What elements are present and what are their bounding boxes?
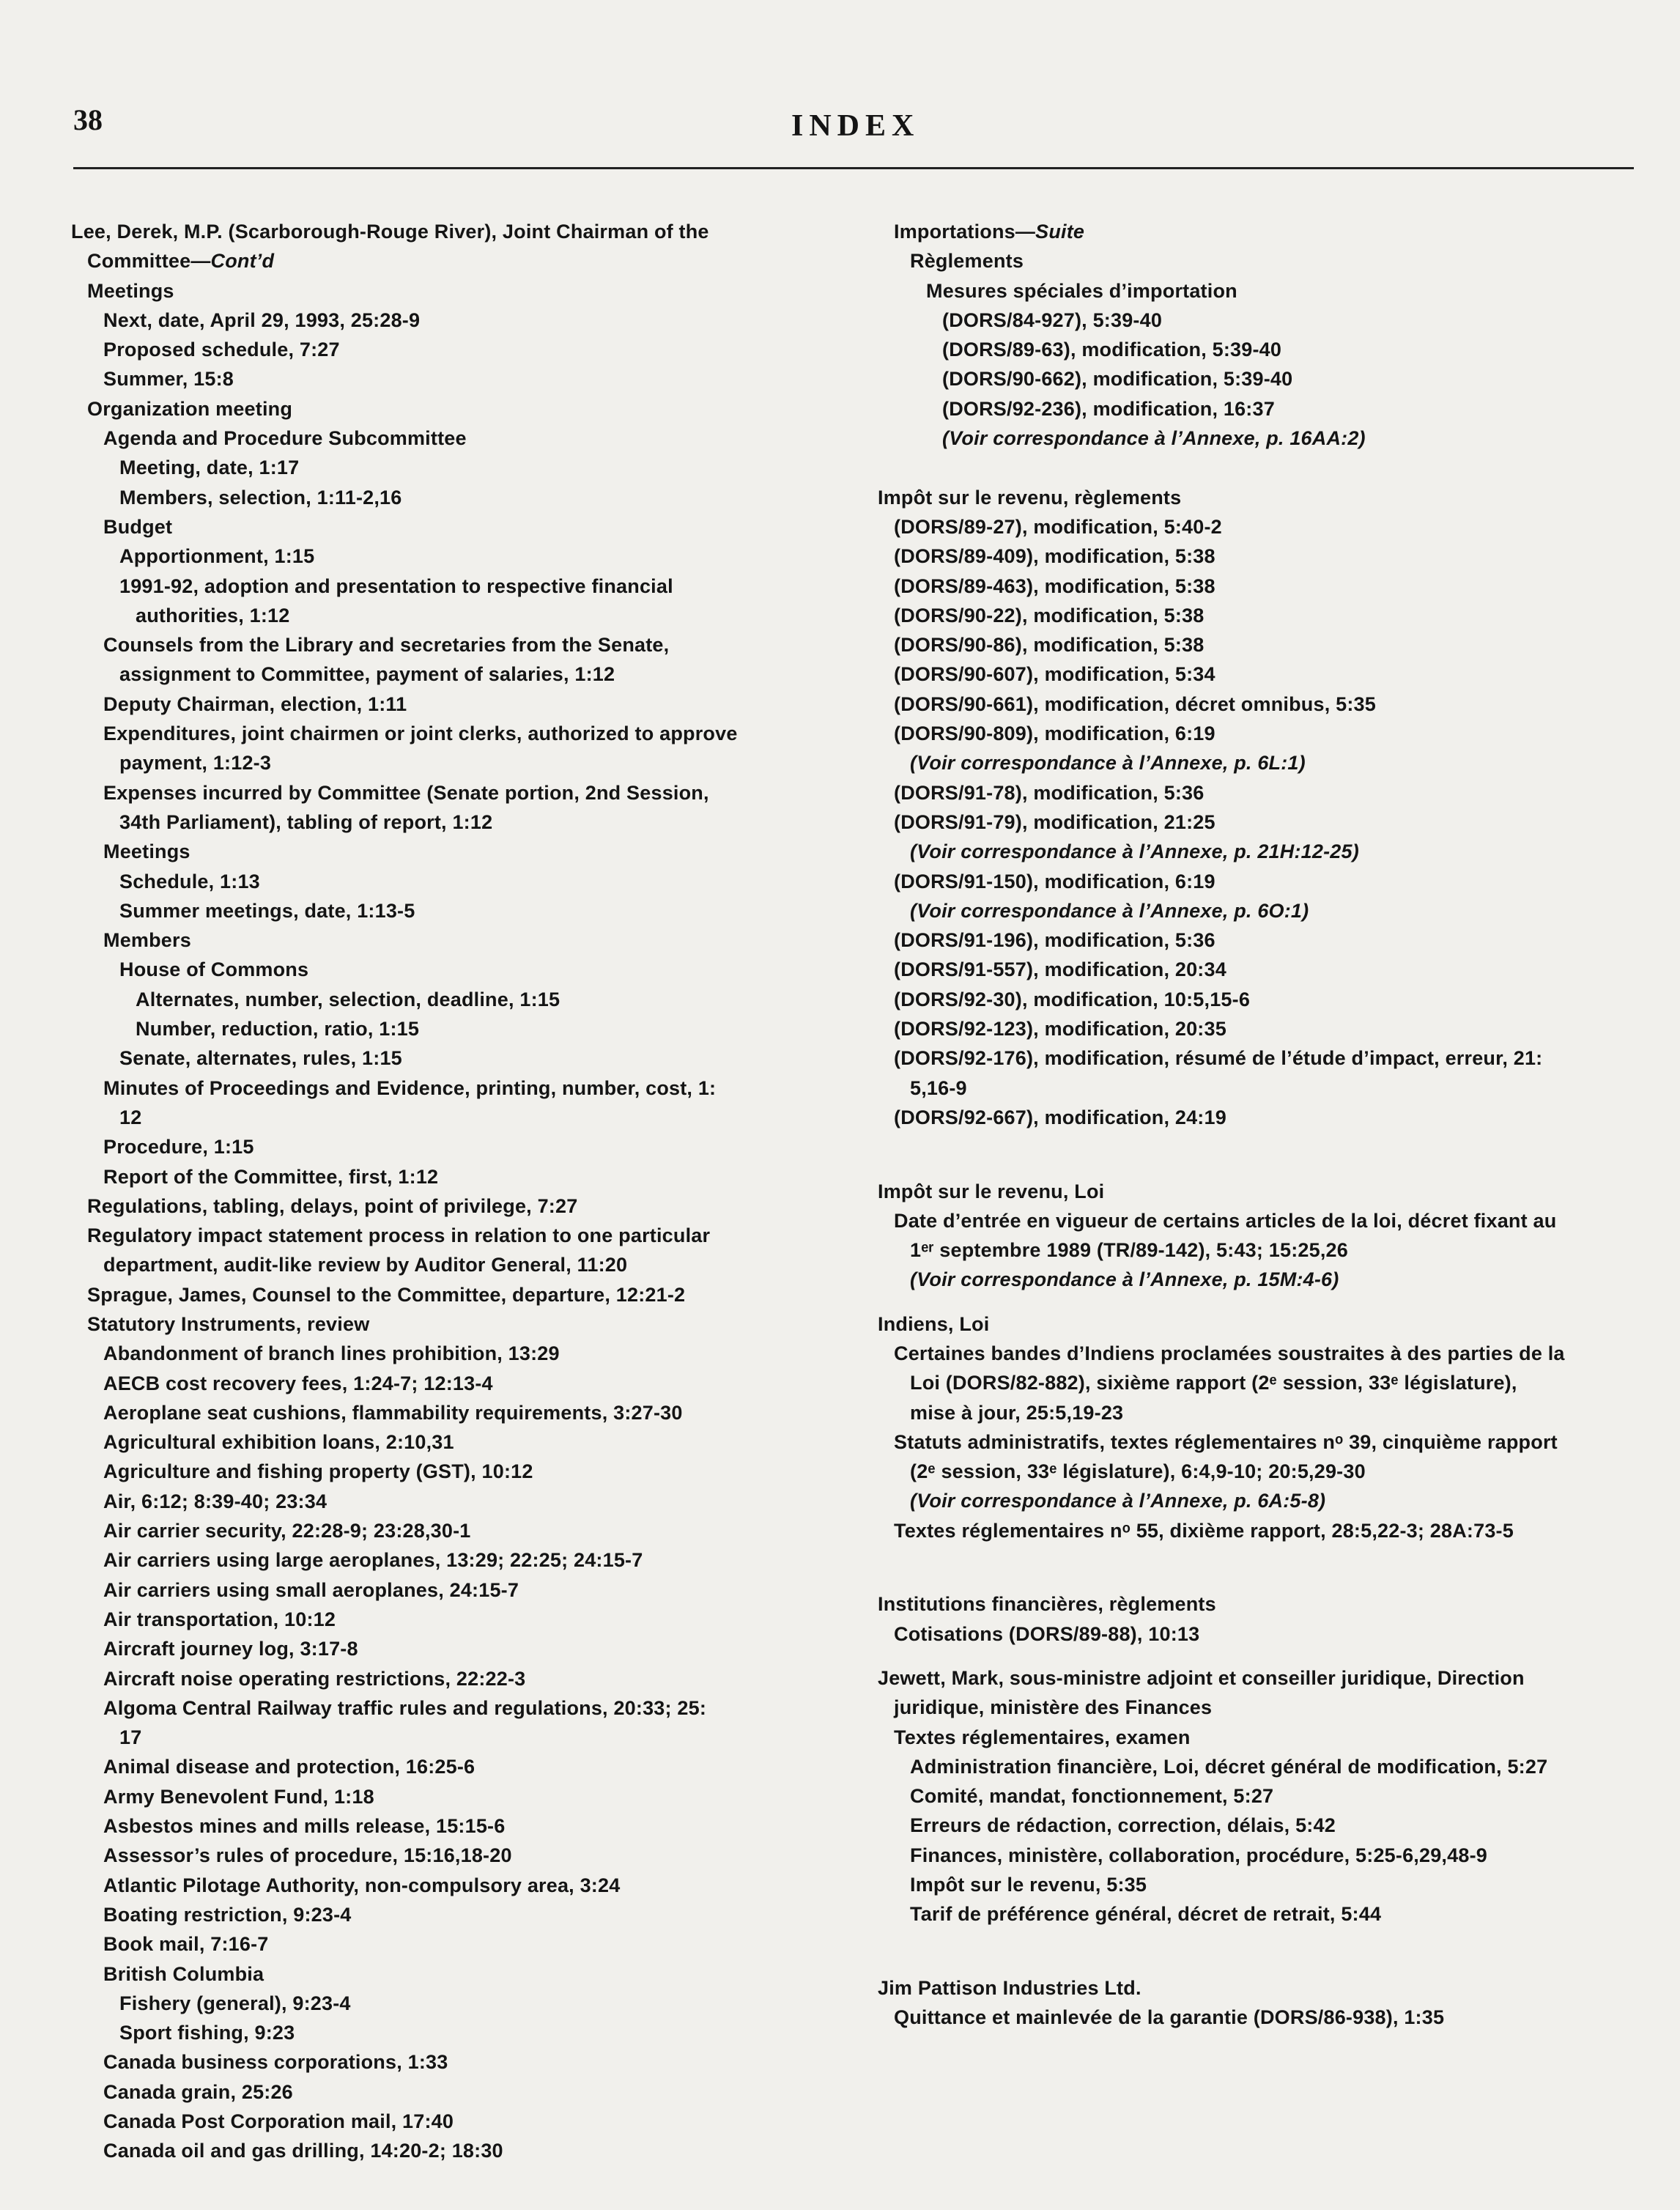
entry-text: Aircraft noise operating restrictions, 22:22-3 bbox=[103, 1667, 526, 1690]
index-entry bbox=[71, 1014, 870, 1043]
entry-text: (DORS/91-78), modification, 5:36 bbox=[894, 781, 1205, 804]
index-entry bbox=[71, 1989, 870, 2018]
index-heading bbox=[878, 1693, 1654, 1722]
entry-text: Air transportation, 10:12 bbox=[103, 1608, 336, 1630]
index-entry bbox=[71, 1575, 870, 1605]
index-heading bbox=[878, 217, 1654, 246]
index-entry bbox=[71, 1280, 870, 1309]
index-entry bbox=[71, 1250, 870, 1279]
entry-text: (DORS/84-927), 5:39-40 bbox=[942, 308, 1163, 331]
index-heading bbox=[878, 1589, 1654, 1619]
index-entry bbox=[71, 1516, 870, 1545]
entry-text: Quittance et mainlevée de la garantie (DORS/86-938), 1:35 bbox=[894, 2006, 1445, 2029]
entry-text: Canada business corporations, 1:33 bbox=[103, 2051, 448, 2074]
entry-text: Regulatory impact statement process in relation to one particular bbox=[87, 1224, 711, 1247]
index-entry bbox=[878, 1486, 1654, 1515]
index-entry bbox=[878, 1457, 1654, 1486]
entry-text: Date d’entrée en vigueur de certains articles de la loi, décret fixant au bbox=[894, 1209, 1557, 1232]
entry-text: Indiens, Loi bbox=[878, 1312, 990, 1335]
entry-text: Tarif de préférence général, décret de retrait, 5:44 bbox=[910, 1903, 1382, 1926]
index-entry bbox=[71, 572, 870, 601]
index-entry bbox=[878, 985, 1654, 1014]
index-entry bbox=[878, 1723, 1654, 1752]
index-entry bbox=[878, 306, 1654, 335]
entry-spacer bbox=[878, 1162, 1654, 1177]
index-entry bbox=[878, 1014, 1654, 1043]
index-entry bbox=[71, 1693, 870, 1723]
entry-text: Algoma Central Railway traffic rules and regulations, 20:33; 25: bbox=[103, 1696, 707, 1719]
index-entry bbox=[71, 1634, 870, 1663]
index-entry bbox=[878, 1619, 1654, 1649]
entry-text: Aeroplane seat cushions, flammability requirements, 3:27-30 bbox=[103, 1401, 683, 1424]
index-entry bbox=[71, 1545, 870, 1575]
entry-text: House of Commons bbox=[119, 958, 309, 981]
index-entry bbox=[878, 1043, 1654, 1073]
index-entry bbox=[878, 896, 1654, 925]
entry-text: (DORS/91-79), modification, 21:25 bbox=[894, 810, 1215, 833]
entry-text: Air carrier security, 22:28-9; 23:28,30-1 bbox=[103, 1520, 471, 1542]
index-entry bbox=[71, 2107, 870, 2136]
entry-text: (DORS/89-27), modification, 5:40-2 bbox=[894, 515, 1222, 538]
index-entry bbox=[878, 690, 1654, 719]
entry-text: Summer meetings, date, 1:13-5 bbox=[119, 899, 415, 922]
index-entry bbox=[878, 424, 1654, 453]
entry-text: Textes réglementaires nᵒ 55, dixième rapport, 28:5,22-3; 28A:73-5 bbox=[894, 1519, 1514, 1542]
entry-text: 17 bbox=[119, 1726, 142, 1749]
entry-spacer bbox=[878, 1575, 1654, 1589]
entry-text: Fishery (general), 9:23-4 bbox=[119, 1992, 351, 2014]
index-entry bbox=[878, 1206, 1654, 1235]
index-entry bbox=[71, 1339, 870, 1368]
index-entry bbox=[878, 925, 1654, 955]
index-entry bbox=[878, 778, 1654, 808]
index-entry bbox=[878, 1235, 1654, 1265]
entry-text: (DORS/90-809), modification, 6:19 bbox=[894, 722, 1215, 745]
entry-text: 12 bbox=[119, 1106, 142, 1128]
index-entry bbox=[878, 542, 1654, 571]
entry-text: (DORS/90-662), modification, 5:39-40 bbox=[942, 368, 1293, 391]
index-entry bbox=[71, 1871, 870, 1900]
index-entry bbox=[71, 1309, 870, 1339]
entry-text: (Voir correspondance à l’Annexe, p. 15M:4-6) bbox=[910, 1268, 1339, 1291]
index-entry bbox=[878, 364, 1654, 393]
index-entry bbox=[71, 1457, 870, 1486]
entry-text: Jim Pattison Industries Ltd. bbox=[878, 1976, 1141, 1999]
index-entry bbox=[878, 659, 1654, 689]
entry-text: Jewett, Mark, sous-ministre adjoint et conseiller juridique, Direction bbox=[878, 1666, 1525, 1689]
entry-text: Air carriers using large aeroplanes, 13:29; 22:25; 24:15-7 bbox=[103, 1549, 643, 1572]
entry-text: Deputy Chairman, election, 1:11 bbox=[103, 692, 407, 715]
entry-text: Cotisations (DORS/89-88), 10:13 bbox=[894, 1622, 1200, 1645]
entry-text: (DORS/90-607), modification, 5:34 bbox=[894, 663, 1215, 686]
index-entry bbox=[71, 1664, 870, 1693]
entry-text: Summer, 15:8 bbox=[103, 368, 234, 391]
index-entry bbox=[71, 955, 870, 984]
index-entry bbox=[71, 1959, 870, 1989]
index-entry bbox=[71, 1605, 870, 1634]
index-entry bbox=[71, 867, 870, 896]
entry-text: Animal disease and protection, 16:25-6 bbox=[103, 1756, 475, 1778]
index-entry bbox=[71, 925, 870, 955]
index-entry bbox=[71, 1723, 870, 1752]
index-entry bbox=[71, 1811, 870, 1841]
index-entry bbox=[71, 1191, 870, 1221]
entry-text: assignment to Committee, payment of salaries, 1:12 bbox=[119, 663, 615, 686]
index-entry bbox=[71, 1398, 870, 1427]
entry-text: Agenda and Procedure Subcommittee bbox=[103, 427, 467, 450]
index-entry bbox=[878, 955, 1654, 984]
entry-text: Loi (DORS/82-882), sixième rapport (2ᵉ session, 33ᵉ législature), bbox=[910, 1372, 1517, 1394]
index-column-left bbox=[71, 217, 870, 2166]
index-entry bbox=[71, 1487, 870, 1516]
index-entry bbox=[71, 1752, 870, 1781]
entry-text: Textes réglementaires, examen bbox=[894, 1726, 1191, 1748]
index-entry bbox=[878, 1398, 1654, 1427]
index-entry bbox=[71, 1900, 870, 1929]
entry-text: Aircraft journey log, 3:17-8 bbox=[103, 1638, 358, 1660]
entry-text: Minutes of Proceedings and Evidence, printing, number, cost, 1: bbox=[103, 1076, 717, 1099]
entry-text: (DORS/90-22), modification, 5:38 bbox=[894, 604, 1205, 627]
index-entry bbox=[71, 424, 870, 453]
index-entry bbox=[71, 837, 870, 866]
entry-text: (Voir correspondance à l’Annexe, p. 6O:1) bbox=[910, 899, 1309, 922]
header-rule bbox=[73, 167, 1634, 169]
entry-text: Statutory Instruments, review bbox=[87, 1312, 370, 1335]
entry-text: (Voir correspondance à l’Annexe, p. 16AA:2) bbox=[942, 427, 1366, 450]
entry-text: Institutions financières, règlements bbox=[878, 1593, 1216, 1616]
index-entry bbox=[878, 1870, 1654, 1899]
entry-text: Counsels from the Library and secretaries from the Senate, bbox=[103, 634, 670, 657]
entry-text: Meeting, date, 1:17 bbox=[119, 457, 300, 479]
entry-text: Members bbox=[103, 929, 191, 952]
index-entry bbox=[71, 276, 870, 306]
index-entry bbox=[878, 1265, 1654, 1294]
index-entry bbox=[71, 2077, 870, 2107]
index-entry bbox=[71, 985, 870, 1014]
index-column-right bbox=[878, 217, 1654, 2033]
entry-text: Organization meeting bbox=[87, 397, 293, 420]
entry-text: Air carriers using small aeroplanes, 24:15-7 bbox=[103, 1578, 519, 1601]
index-entry bbox=[71, 2136, 870, 2165]
entry-text: Abandonment of branch lines prohibition, 13:29 bbox=[103, 1342, 560, 1365]
index-entry bbox=[878, 601, 1654, 630]
index-entry bbox=[71, 306, 870, 335]
entry-text: (DORS/92-30), modification, 10:5,15-6 bbox=[894, 988, 1251, 1010]
index-entry bbox=[878, 837, 1654, 866]
entry-spacer bbox=[878, 1959, 1654, 1973]
index-entry bbox=[71, 690, 870, 719]
entry-text: authorities, 1:12 bbox=[136, 604, 290, 627]
entry-text: Regulations, tabling, delays, point of privilege, 7:27 bbox=[87, 1194, 578, 1217]
entry-spacer bbox=[878, 1132, 1654, 1161]
entry-spacer bbox=[878, 1545, 1654, 1575]
entry-text: 1991-92, adoption and presentation to respective financial bbox=[119, 574, 673, 597]
entry-text: payment, 1:12-3 bbox=[119, 752, 272, 775]
page-title: INDEX bbox=[791, 109, 920, 143]
index-entry bbox=[71, 1369, 870, 1398]
entry-text: Procedure, 1:15 bbox=[103, 1136, 254, 1158]
entry-text: British Columbia bbox=[103, 1962, 264, 1985]
index-entry bbox=[878, 1841, 1654, 1870]
index-entry bbox=[878, 2003, 1654, 2032]
index-entry bbox=[71, 483, 870, 512]
index-entry bbox=[878, 748, 1654, 777]
entry-text: (DORS/92-123), modification, 20:35 bbox=[894, 1018, 1226, 1041]
entry-text: Assessor’s rules of procedure, 15:16,18-20 bbox=[103, 1844, 512, 1867]
entry-text: Book mail, 7:16-7 bbox=[103, 1933, 269, 1956]
entry-text: Expenses incurred by Committee (Senate portion, 2nd Session, bbox=[103, 781, 709, 804]
index-entry bbox=[71, 453, 870, 482]
entry-text: (DORS/89-63), modification, 5:39-40 bbox=[942, 339, 1282, 361]
index-entry bbox=[71, 1841, 870, 1870]
entry-text: Comité, mandat, fonctionnement, 5:27 bbox=[910, 1785, 1274, 1808]
index-entry bbox=[878, 1339, 1654, 1368]
entry-text: Impôt sur le revenu, règlements bbox=[878, 486, 1182, 509]
entry-text: (Voir correspondance à l’Annexe, p. 21H:12-25) bbox=[910, 840, 1359, 863]
entry-text: 34th Parliament), tabling of report, 1:12 bbox=[119, 810, 493, 833]
entry-spacer bbox=[878, 1929, 1654, 1959]
entry-text: Meetings bbox=[103, 840, 190, 863]
page-number: 38 bbox=[73, 103, 103, 136]
index-entry bbox=[878, 1899, 1654, 1929]
entry-text: 1ᵉʳ septembre 1989 (TR/89-142), 5:43; 15:25,26 bbox=[910, 1239, 1348, 1262]
index-entry bbox=[878, 246, 1654, 276]
index-entry bbox=[71, 542, 870, 571]
entry-text: Agriculture and fishing property (GST), 10:12 bbox=[103, 1460, 533, 1483]
entry-text: Atlantic Pilotage Authority, non-compulsory area, 3:24 bbox=[103, 1874, 621, 1896]
index-entry bbox=[71, 896, 870, 925]
entry-text: Sprague, James, Counsel to the Committee, departure, 12:21-2 bbox=[87, 1283, 686, 1306]
entry-text: Asbestos mines and mills release, 15:15-6 bbox=[103, 1815, 506, 1838]
entry-text: (DORS/91-196), modification, 5:36 bbox=[894, 929, 1215, 952]
index-entry bbox=[878, 394, 1654, 424]
entry-text: Agricultural exhibition loans, 2:10,31 bbox=[103, 1431, 454, 1454]
index-entry bbox=[71, 748, 870, 777]
index-entry bbox=[71, 719, 870, 748]
entry-text: Budget bbox=[103, 515, 173, 538]
entry-text: Senate, alternates, rules, 1:15 bbox=[119, 1047, 402, 1070]
entry-text: 5,16-9 bbox=[910, 1076, 967, 1099]
entry-text: Alternates, number, selection, deadline, 1:15 bbox=[136, 988, 560, 1010]
index-entry bbox=[878, 630, 1654, 659]
entry-text: Erreurs de rédaction, correction, délais, 5:42 bbox=[910, 1814, 1336, 1837]
entry-text: Impôt sur le revenu, 5:35 bbox=[910, 1874, 1147, 1896]
index-heading bbox=[878, 483, 1654, 512]
entry-text: Next, date, April 29, 1993, 25:28-9 bbox=[103, 308, 421, 331]
index-entry bbox=[71, 2018, 870, 2047]
entry-spacer bbox=[878, 1295, 1654, 1309]
index-entry bbox=[71, 1162, 870, 1191]
entry-text: Canada Post Corporation mail, 17:40 bbox=[103, 2110, 454, 2132]
index-entry bbox=[71, 630, 870, 659]
entry-text: (DORS/91-557), modification, 20:34 bbox=[894, 958, 1226, 981]
entry-text: (DORS/90-86), modification, 5:38 bbox=[894, 634, 1205, 657]
entry-text: Statuts administratifs, textes réglementaires nᵒ 39, cinquième rapport bbox=[894, 1430, 1558, 1453]
entry-text: mise à jour, 25:5,19-23 bbox=[910, 1401, 1124, 1424]
entry-text: Lee, Derek, M.P. (Scarborough-Rouge River), Joint Chairman of the bbox=[71, 221, 709, 243]
index-entry bbox=[71, 1221, 870, 1250]
entry-text: Army Benevolent Fund, 1:18 bbox=[103, 1785, 374, 1808]
index-entry bbox=[71, 512, 870, 542]
index-entry bbox=[878, 512, 1654, 542]
entry-text: (DORS/89-463), modification, 5:38 bbox=[894, 574, 1215, 597]
entry-text: (DORS/92-176), modification, résumé de l’étude d’impact, erreur, 21: bbox=[894, 1047, 1543, 1070]
entry-text: (Voir correspondance à l’Annexe, p. 6A:5-8) bbox=[910, 1490, 1326, 1512]
index-entry bbox=[878, 1811, 1654, 1840]
index-heading bbox=[878, 1663, 1654, 1693]
index-entry bbox=[878, 867, 1654, 896]
entry-text: Mesures spéciales d’importation bbox=[926, 279, 1237, 302]
entry-text: Règlements bbox=[910, 250, 1024, 273]
entry-text: Canada grain, 25:26 bbox=[103, 2080, 293, 2103]
index-entry bbox=[71, 659, 870, 689]
index-heading bbox=[878, 1973, 1654, 2003]
entry-text: Administration financière, Loi, décret général de modification, 5:27 bbox=[910, 1755, 1548, 1778]
index-entry bbox=[71, 1427, 870, 1457]
entry-text: Boating restriction, 9:23-4 bbox=[103, 1903, 352, 1926]
entry-text: Certaines bandes d’Indiens proclamées soustraites à des parties de la bbox=[894, 1342, 1565, 1364]
index-entry bbox=[71, 808, 870, 837]
index-entry bbox=[71, 2047, 870, 2077]
entry-spacer bbox=[878, 453, 1654, 482]
entry-text: Report of the Committee, first, 1:12 bbox=[103, 1165, 439, 1188]
entry-text: Impôt sur le revenu, Loi bbox=[878, 1180, 1105, 1202]
index-entry bbox=[878, 1073, 1654, 1103]
entry-text: (DORS/92-236), modification, 16:37 bbox=[942, 397, 1275, 420]
index-entry bbox=[71, 335, 870, 364]
index-heading bbox=[878, 1309, 1654, 1339]
entry-text: juridique, ministère des Finances bbox=[894, 1696, 1213, 1719]
entry-text: (2ᵉ session, 33ᵉ législature), 6:4,9-10; 20:5,29-30 bbox=[910, 1460, 1366, 1483]
index-entry bbox=[71, 601, 870, 630]
entry-text: Sport fishing, 9:23 bbox=[119, 2022, 295, 2044]
index-entry bbox=[71, 364, 870, 393]
entry-text: (DORS/90-661), modification, décret omnibus, 5:35 bbox=[894, 692, 1376, 715]
page-header bbox=[73, 103, 1634, 169]
entry-text: Meetings bbox=[87, 279, 174, 302]
entry-spacer bbox=[878, 1649, 1654, 1663]
index-entry bbox=[878, 1516, 1654, 1545]
index-entry bbox=[878, 719, 1654, 748]
index-heading bbox=[71, 217, 870, 246]
index-entry bbox=[71, 1103, 870, 1132]
index-entry bbox=[878, 1427, 1654, 1457]
index-entry bbox=[71, 1073, 870, 1103]
index-entry bbox=[878, 276, 1654, 306]
index-entry bbox=[878, 572, 1654, 601]
index-entry bbox=[71, 1043, 870, 1073]
entry-text: Finances, ministère, collaboration, procédure, 5:25-6,29,48-9 bbox=[910, 1844, 1487, 1866]
entry-continued-marker: Suite bbox=[1035, 221, 1085, 243]
index-entry bbox=[71, 1929, 870, 1959]
entry-text: Committee— bbox=[87, 250, 211, 273]
index-entry bbox=[71, 778, 870, 808]
index-heading bbox=[878, 1177, 1654, 1206]
index-entry bbox=[878, 335, 1654, 364]
index-entry bbox=[878, 1103, 1654, 1132]
entry-text: (DORS/89-409), modification, 5:38 bbox=[894, 545, 1215, 568]
index-entry bbox=[878, 1781, 1654, 1811]
entry-text: AECB cost recovery fees, 1:24-7; 12:13-4 bbox=[103, 1372, 493, 1394]
entry-text: (DORS/91-150), modification, 6:19 bbox=[894, 870, 1215, 892]
index-entry bbox=[878, 1752, 1654, 1781]
entry-text: Apportionment, 1:15 bbox=[119, 545, 315, 568]
entry-text: Proposed schedule, 7:27 bbox=[103, 339, 340, 361]
index-heading bbox=[71, 246, 870, 276]
entry-text: Canada oil and gas drilling, 14:20-2; 18:30 bbox=[103, 2140, 503, 2162]
index-entry bbox=[71, 1132, 870, 1161]
entry-text: (DORS/92-667), modification, 24:19 bbox=[894, 1106, 1226, 1128]
index-entry bbox=[71, 1782, 870, 1811]
entry-text: department, audit-like review by Auditor General, 11:20 bbox=[103, 1254, 628, 1276]
entry-text: Number, reduction, ratio, 1:15 bbox=[136, 1018, 420, 1041]
entry-text: Air, 6:12; 8:39-40; 23:34 bbox=[103, 1490, 328, 1512]
entry-text: Importations— bbox=[894, 221, 1036, 243]
index-entry bbox=[878, 808, 1654, 837]
entry-continued-marker: Cont’d bbox=[210, 250, 275, 273]
index-entry bbox=[71, 394, 870, 424]
entry-text: Members, selection, 1:11-2,16 bbox=[119, 486, 402, 509]
entry-text: (Voir correspondance à l’Annexe, p. 6L:1) bbox=[910, 752, 1306, 775]
index-entry bbox=[878, 1368, 1654, 1397]
entry-text: Schedule, 1:13 bbox=[119, 870, 260, 892]
entry-text: Expenditures, joint chairmen or joint clerks, authorized to approve bbox=[103, 722, 738, 745]
